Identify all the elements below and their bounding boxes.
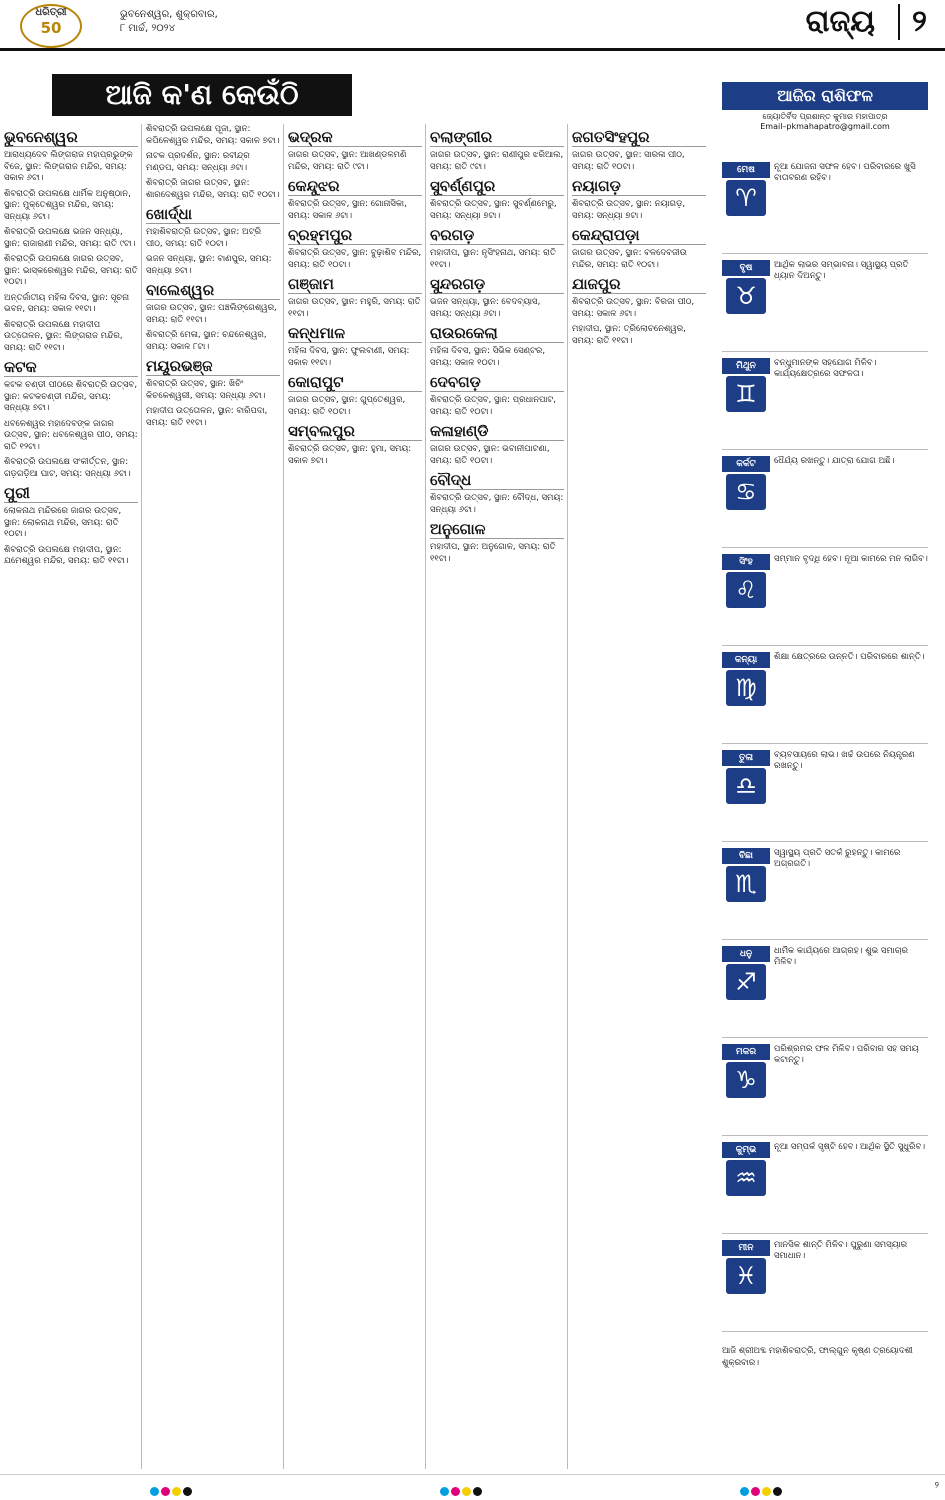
news-column xyxy=(4,124,138,1469)
zodiac-divider xyxy=(722,1135,928,1136)
district-heading: କଳାହାଣ୍ଡି xyxy=(430,422,564,441)
zodiac-name: ବିଛା xyxy=(722,848,770,864)
page-number: ୨ xyxy=(898,4,927,40)
zodiac-prediction: ମାନସିକ ଶାନ୍ତି ମିଳିବ। ପୁରୁଣା ସମସ୍ୟାର ସମାଧାନ। xyxy=(774,1240,908,1261)
zodiac-icon: ♉ xyxy=(726,278,766,314)
zodiac-divider xyxy=(722,743,928,744)
district-heading: ଭୁବନେଶ୍ୱର xyxy=(4,128,138,147)
district-heading: ଦେବଗଡ଼ xyxy=(430,373,564,392)
zodiac-name: ମିଥୁନ xyxy=(722,358,770,374)
event-item: ମହାଦୀପ ଉତ୍ତୋଳନ, ସ୍ଥାନ: ବାରିପଦା, ସମୟ: ରାତି ୧୧ଟା। xyxy=(146,406,268,428)
zodiac-name: ଧନୁ xyxy=(722,946,770,962)
zodiac-divider xyxy=(722,547,928,548)
registration-dots xyxy=(440,1481,484,1491)
zodiac-prediction: ଧାର୍ମିକ କାର୍ଯ୍ୟରେ ଆଗ୍ରହ। ଶୁଭ ସମାଚାର ମିଳିବ। xyxy=(774,946,908,967)
zodiac-icon: ♐ xyxy=(726,964,766,1000)
rashifal-heading: ଆଜିର ରାଶିଫଳ xyxy=(722,82,928,110)
event-item: ଧବଳେଶ୍ୱର ମହାଦେବଙ୍କ ଜାଗର ଉତ୍ସବ, ସ୍ଥାନ: ଧବଳେଶ୍ୱର ପୀଠ, ସମୟ: ରାତି ୧୨ଟା। xyxy=(4,418,138,452)
zodiac-divider xyxy=(722,351,928,352)
zodiac-icon: ♊ xyxy=(726,376,766,412)
district-heading: ଖୋର୍ଦ୍ଧା xyxy=(146,205,280,224)
zodiac-divider xyxy=(722,449,928,450)
event-item: ଜାଗର ଉତ୍ସବ, ସ୍ଥାନ: ମହୁରି, ସମୟ: ରାତି ୧୧ଟା। xyxy=(288,297,421,319)
event-item: ଶିବରାତ୍ରି ଉତ୍ସବ, ସ୍ଥାନ: ହୁମା, ସମୟ: ସକାଳ ୭ଟା। xyxy=(288,444,412,466)
zodiac-block xyxy=(722,456,928,548)
rashifal-byline xyxy=(722,112,928,132)
zodiac-prediction: ନୂଆ ଯୋଜନା ସଫଳ ହେବ। ପରିବାରରେ ଖୁସି ବାତାବରଣ ରହିବ। xyxy=(774,162,916,183)
event-item: ମହାଦୀପ, ସ୍ଥାନ: ଅନୁଗୋଳ, ସମୟ: ରାତି ୧୧ଟା। xyxy=(430,542,556,564)
event-item: ଜାଗର ଉତ୍ସବ, ସ୍ଥାନ: ଗୁପ୍ତେଶ୍ୱର, ସମୟ: ରାତି ୧୦ଟା। xyxy=(288,395,406,417)
zodiac-block xyxy=(722,750,928,842)
logo-number: 50 xyxy=(40,19,62,37)
event-item: ଶିବରାତ୍ରି ଜାଗର ଉତ୍ସବ, ସ୍ଥାନ: ଶାରଦେଶ୍ୱର ମନ୍ଦିର, ସମୟ: ରାତି ୧୦ଟା। xyxy=(146,178,280,200)
zodiac-prediction: ବ୍ୟବସାୟରେ ଲାଭ। ଖର୍ଚ୍ଚ ଉପରେ ନିୟନ୍ତ୍ରଣ ରଖନ୍ତୁ। xyxy=(774,750,915,771)
footer-page-number: ୨ xyxy=(934,1481,939,1491)
event-item: ଶିବରାତ୍ରି ଉତ୍ସବ, ସ୍ଥାନ: ବୌଦ୍ଧ, ସମୟ: ସନ୍ଧ୍ୟା ୬ଟା। xyxy=(430,493,564,515)
district-heading: ସୁବର୍ଣ୍ଣପୁର xyxy=(430,177,564,196)
astrologer-email: Email–pkmahapatro@gmail.com xyxy=(760,122,890,131)
news-column xyxy=(430,124,564,1469)
zodiac-icon: ♏ xyxy=(726,866,766,902)
zodiac-icon: ♓ xyxy=(726,1258,766,1294)
district-heading: କେନ୍ଦୁଝର xyxy=(288,177,422,196)
event-item: ଭଜନ ସନ୍ଧ୍ୟା, ସ୍ଥାନ: ବାଣପୁର, ସମୟ: ସନ୍ଧ୍ୟା ୭ଟା। xyxy=(146,254,272,276)
district-heading: ରାଉରକେଲା xyxy=(430,324,564,343)
registration-dots xyxy=(150,1481,194,1491)
column-divider xyxy=(567,124,568,1469)
zodiac-block xyxy=(722,162,928,254)
zodiac-name: ମେଷ xyxy=(722,162,770,178)
zodiac-divider xyxy=(722,1233,928,1234)
district-heading: ନୟାଗଡ଼ xyxy=(572,177,706,196)
event-item: ମହିଳା ଦିବସ, ସ୍ଥାନ: ସିଭିକ ସେଣ୍ଟର, ସମୟ: ସକାଳ ୧୦ଟା। xyxy=(430,346,546,368)
district-heading: ବରଗଡ଼ xyxy=(430,226,564,245)
zodiac-icon: ♋ xyxy=(726,474,766,510)
district-heading: ବଲାଙ୍ଗୀର xyxy=(430,128,564,147)
event-item: ଶିବରାତ୍ରି ଉପଲକ୍ଷେ ଭଜନ ସନ୍ଧ୍ୟା, ସ୍ଥାନ: ରାଜାରାଣୀ ମନ୍ଦିର, ସମୟ: ରାତି ୯ଟା। xyxy=(4,227,136,249)
event-item: ଭଜନ ସନ୍ଧ୍ୟା, ସ୍ଥାନ: ବେଦବ୍ୟାସ, ସମୟ: ସନ୍ଧ୍ୟା ୬ଟା। xyxy=(430,297,541,319)
district-heading: କୋରାପୁଟ xyxy=(288,373,422,392)
district-heading: ଜଗତସିଂହପୁର xyxy=(572,128,706,147)
dateline xyxy=(120,8,218,36)
event-item: ଶିବରାତ୍ରି ଉତ୍ସବ, ସ୍ଥାନ: ନୟାଗଡ଼, ସମୟ: ସନ୍ଧ୍ୟା ୭ଟା। xyxy=(572,199,686,221)
district-heading: କଟକ xyxy=(4,358,138,377)
date: ୮ ମାର୍ଚ୍ଚ, ୨୦୨୪ xyxy=(120,23,176,34)
zodiac-block xyxy=(722,1240,928,1332)
event-item: ଜାଗର ଉତ୍ସବ, ସ୍ଥାନ: ବଳଦେବଜୀଉ ମନ୍ଦିର, ସମୟ: ରାତି ୧୦ଟା। xyxy=(572,248,687,270)
event-item: ଲୋକନାଥ ମନ୍ଦିରରେ ଜାଗର ଉତ୍ସବ, ସ୍ଥାନ: ଲୋକନାଥ ମନ୍ଦିର, ସମୟ: ରାତି ୧୦ଟା। xyxy=(4,506,122,539)
event-item: ନାଟକ ପ୍ରଦର୍ଶନ, ସ୍ଥାନ: ରବୀନ୍ଦ୍ର ମଣ୍ଡପ, ସମୟ: ସନ୍ଧ୍ୟା ୬ଟା। xyxy=(146,151,250,173)
zodiac-divider xyxy=(722,253,928,254)
zodiac-block xyxy=(722,848,928,940)
panchang: ଆଜି ଶ୍ରୀଅବ୍ଦ ମହାଶିବରାତ୍ରି, ଫାଲ୍‌ଗୁନ କୃଷ୍ଣ ତ୍ରୟୋଦଶୀ ଶୁକ୍ରବାର। xyxy=(722,1346,913,1368)
zodiac-icon: ♍ xyxy=(726,670,766,706)
event-item: ମହାଦୀପ, ସ୍ଥାନ: ନୃସିଂହନାଥ, ସମୟ: ରାତି ୧୧ଟା। xyxy=(430,248,556,270)
district-heading: ପୁରୀ xyxy=(4,484,138,503)
zodiac-icon: ♌ xyxy=(726,572,766,608)
zodiac-divider xyxy=(722,1037,928,1038)
event-item: ଶିବରାତ୍ରି ଉତ୍ସବ, ସ୍ଥାନ: ବୁଢ଼ାଶିବ ମନ୍ଦିର, ସମୟ: ରାତି ୧୦ଟା। xyxy=(288,248,422,270)
zodiac-name: ସିଂହ xyxy=(722,554,770,570)
zodiac-block xyxy=(722,1142,928,1234)
event-item: ଶିବରାତ୍ରି ଉପଲକ୍ଷେ ଜାଗର ଉତ୍ସବ, ସ୍ଥାନ: ଭାସ୍କରେଶ୍ୱର ମନ୍ଦିର, ସମୟ: ରାତି ୧୦ଟା। xyxy=(4,254,138,287)
zodiac-block xyxy=(722,1044,928,1136)
event-item: ଅନ୍ତର୍ଜାତୀୟ ମହିଳା ଦିବସ, ସ୍ଥାନ: ସୂଚନା ଭବନ, ସମୟ: ସକାଳ ୧୧ଟା। xyxy=(4,292,130,314)
zodiac-prediction: ଶିକ୍ଷା କ୍ଷେତ୍ରରେ ଉନ୍ନତି। ପରିବାରରେ ଶାନ୍ତି। xyxy=(774,652,925,662)
district-heading: କେନ୍ଦ୍ରାପଡ଼ା xyxy=(572,226,706,245)
event-item: କଟକ ଚଣ୍ଡୀ ପୀଠରେ ଶିବରାତ୍ରି ଉତ୍ସବ, ସ୍ଥାନ: କଟକଚଣ୍ଡୀ ମନ୍ଦିର, ସମୟ: ସନ୍ଧ୍ୟା ୭ଟା। xyxy=(4,380,138,413)
district-heading: ବାଲେଶ୍ୱର xyxy=(146,281,280,300)
zodiac-name: ତୁଳା xyxy=(722,750,770,766)
event-item: ମହିଳା ଦିବସ, ସ୍ଥାନ: ଫୁଲବାଣୀ, ସମୟ: ସକାଳ ୧୧ଟା। xyxy=(288,346,410,368)
zodiac-block xyxy=(722,554,928,646)
event-item: ଜାଗର ଉତ୍ସବ, ସ୍ଥାନ: ସାରଳା ପୀଠ, ସମୟ: ରାତି ୧୦ଟା। xyxy=(572,150,685,172)
zodiac-prediction: ଧୈର୍ଯ୍ୟ ରଖନ୍ତୁ। ଯାତ୍ରା ଯୋଗ ଅଛି। xyxy=(774,456,895,466)
zodiac-name: ବୃଷ xyxy=(722,260,770,276)
district-heading: କନ୍ଧମାଳ xyxy=(288,324,422,343)
zodiac-icon: ♈ xyxy=(726,180,766,216)
column-divider xyxy=(283,124,284,1469)
event-item: ମହାଶିବରାତ୍ରି ଉତ୍ସବ, ସ୍ଥାନ: ଅଟ୍ରି ପୀଠ, ସମୟ: ରାତି ୧୦ଟା। xyxy=(146,227,262,249)
zodiac-divider xyxy=(722,841,928,842)
event-item: ଶିବରାତ୍ରି ଉପଲକ୍ଷେ ମହାଦୀପ ଉତ୍ତୋଳନ, ସ୍ଥାନ: ଲିଙ୍ଗରାଜ ମନ୍ଦିର, ସମୟ: ରାତି ୧୧ଟା। xyxy=(4,319,123,353)
column-divider xyxy=(425,124,426,1469)
event-item: ଜାଗର ଉତ୍ସବ, ସ୍ଥାନ: ଆଖଣ୍ଡଳମଣି ମନ୍ଦିର, ସମୟ: ରାତି ୯ଟା। xyxy=(288,150,407,172)
zodiac-divider xyxy=(722,645,928,646)
zodiac-prediction: ପରିଶ୍ରମର ଫଳ ମିଳିବ। ପରିବାର ସହ ସମୟ କଟାନ୍ତୁ। xyxy=(774,1044,919,1065)
zodiac-block xyxy=(722,260,928,352)
zodiac-divider xyxy=(722,939,928,940)
event-item: ଜାଗର ଉତ୍ସବ, ସ୍ଥାନ: ଭବାନୀପାଟଣା, ସମୟ: ରାତି ୧୦ଟା। xyxy=(430,444,550,466)
zodiac-prediction: ସ୍ୱାସ୍ଥ୍ୟ ପ୍ରତି ସତର୍କ ରୁହନ୍ତୁ। କାମରେ ଅଗ୍ରଗତି। xyxy=(774,848,901,869)
event-item: ଜାଗର ଉତ୍ସବ, ସ୍ଥାନ: ପଞ୍ଚଲିଙ୍ଗେଶ୍ୱର, ସମୟ: ରାତି ୧୧ଟା। xyxy=(146,303,277,325)
page-header xyxy=(0,0,945,51)
zodiac-name: ମକର xyxy=(722,1044,770,1060)
event-item: ଶିବରାତ୍ରି ଉତ୍ସବ, ସ୍ଥାନ: ବିରଜା ପୀଠ, ସମୟ: ସକାଳ ୬ଟା। xyxy=(572,297,695,319)
event-item: ଶିବରାତ୍ରି ଉତ୍ସବ, ସ୍ଥାନ: ସୁବର୍ଣ୍ଣମେରୁ, ସମୟ: ସନ୍ଧ୍ୟା ୭ଟା। xyxy=(430,199,557,221)
district-heading: ଅନୁଗୋଳ xyxy=(430,520,564,539)
zodiac-name: କୁମ୍ଭ xyxy=(722,1142,770,1158)
dharitri-50-years-logo xyxy=(20,4,82,48)
zodiac-prediction: ନୂଆ ସମ୍ପର୍କ ସୃଷ୍ଟି ହେବ। ଆର୍ଥିକ ସ୍ଥିତି ସୁଧୁରିବ। xyxy=(774,1142,926,1152)
registration-dots xyxy=(740,1481,784,1491)
zodiac-divider xyxy=(722,1331,928,1332)
zodiac-prediction: ସମ୍ମାନ ବୃଦ୍ଧି ହେବ। ନୂଆ କାମରେ ମନ ଲାଗିବ। xyxy=(774,554,928,564)
event-item: ଶିବରାତ୍ରି ମେଳା, ସ୍ଥାନ: ଚନ୍ଦନେଶ୍ୱର, ସମୟ: ସକାଳ ୮ଟା। xyxy=(146,330,267,352)
zodiac-name: ମୀନ xyxy=(722,1240,770,1256)
district-heading: ବ୍ରହ୍ମପୁର xyxy=(288,226,422,245)
event-item: ଶିବରାତ୍ରି ଉତ୍ସବ, ସ୍ଥାନ: ପ୍ରଧାନପାଟ, ସମୟ: ରାତି ୧୦ଟା। xyxy=(430,395,556,417)
zodiac-icon: ♎ xyxy=(726,768,766,804)
zodiac-block xyxy=(722,358,928,450)
district-heading: ମୟୂରଭଞ୍ଜ xyxy=(146,357,280,376)
district-heading: ଭଦ୍ରକ xyxy=(288,128,422,147)
logo-name: ଧରିତ୍ରୀ xyxy=(35,7,67,18)
event-item: ଶିବରାତ୍ରି ଉପଲକ୍ଷେ ମହାଦୀପ, ସ୍ଥାନ: ଯମେଶ୍ୱର ମନ୍ଦିର, ସମୟ: ରାତି ୧୧ଟା। xyxy=(4,544,129,566)
event-item: ଜାଗର ଉତ୍ସବ, ସ୍ଥାନ: ରାଣୀପୁର ଝରିଆଲ, ସମୟ: ରାତି ୯ଟା। xyxy=(430,150,564,172)
zodiac-block xyxy=(722,946,928,1038)
district-heading: ସୁନ୍ଦରଗଡ଼ xyxy=(430,275,564,294)
district-heading: ଯାଜପୁର xyxy=(572,275,706,294)
district-heading: ସମ୍ବଲପୁର xyxy=(288,422,422,441)
event-item: ଶିବରାତ୍ରି ଉପଲକ୍ଷେ ପୂଜା, ସ୍ଥାନ: କପିଳେଶ୍ୱର ମନ୍ଦିର, ସମୟ: ସକାଳ ୭ଟା। xyxy=(146,124,280,146)
zodiac-block xyxy=(722,652,928,744)
news-column xyxy=(572,124,706,1469)
district-heading: ବୌଦ୍ଧ xyxy=(430,471,564,490)
events-banner: ଆଜି କ'ଣ କେଉଁଠି xyxy=(52,74,352,116)
news-column xyxy=(288,124,422,1469)
zodiac-prediction: ବନ୍ଧୁମାନଙ୍କ ସହଯୋଗ ମିଳିବ। କାର୍ଯ୍ୟକ୍ଷେତ୍ରରେ ସଫଳତା। xyxy=(774,358,877,379)
event-item: ଶିବରାତ୍ରି ଉତ୍ସବ, ସ୍ଥାନ: ଗୋନାସିକା, ସମୟ: ସକାଳ ୬ଟା। xyxy=(288,199,407,221)
event-item: ଶିବରାତ୍ରି ଉପଲକ୍ଷେ ସଂକୀର୍ତ୍ତନ, ସ୍ଥାନ: ଗଡ଼ଗଡ଼ିଆ ଘାଟ, ସମୟ: ସନ୍ଧ୍ୟା ୬ଟା। xyxy=(4,457,131,479)
event-item: ମହାଦୀପ, ସ୍ଥାନ: ତ୍ରିଲୋଚନେଶ୍ୱର, ସମୟ: ରାତି ୧୧ଟା। xyxy=(572,324,686,346)
district-heading: ଗଞ୍ଜାମ xyxy=(288,275,422,294)
place-day: ଭୁବନେଶ୍ୱର, ଶୁକ୍ରବାର, xyxy=(120,9,218,20)
page-footer xyxy=(0,1474,945,1498)
news-column xyxy=(146,124,280,1469)
section-title: ରାଜ୍ୟ xyxy=(805,4,875,39)
event-item: ଆରାଧ୍ୟଦେବ ଲିଙ୍ଗରାଜ ମହାପ୍ରଭୁଙ୍କ ବିଜେ, ସ୍ଥାନ: ଲିଙ୍ଗରାଜ ମନ୍ଦିର, ସମୟ: ସକାଳ ୬ଟା। xyxy=(4,150,133,183)
column-divider xyxy=(141,124,142,1469)
zodiac-name: କର୍କଟ xyxy=(722,456,770,472)
zodiac-icon: ♑ xyxy=(726,1062,766,1098)
zodiac-icon: ♒ xyxy=(726,1160,766,1196)
event-item: ଶିବରାତ୍ରି ଉପଲକ୍ଷେ ଧାର୍ମିକ ଅନୁଷ୍ଠାନ, ସ୍ଥାନ: ମୁକ୍ତେଶ୍ୱର ମନ୍ଦିର, ସମୟ: ସନ୍ଧ୍ୟା ୬ଟା। xyxy=(4,188,131,222)
astrologer-name: ଜ୍ୟୋତିର୍ବିଦ ପ୍ରଶାନ୍ତ କୁମାର ମହାପାତ୍ର xyxy=(762,112,888,121)
zodiac-prediction: ଆର୍ଥିକ ଲାଭର ସମ୍ଭାବନା। ସ୍ୱାସ୍ଥ୍ୟ ପ୍ରତି ଧ୍ୟାନ ଦିଅନ୍ତୁ। xyxy=(774,260,909,281)
zodiac-name: କନ୍ୟା xyxy=(722,652,770,668)
event-item: ଶିବରାତ୍ରି ଉତ୍ସବ, ସ୍ଥାନ: ଖିଚିଂ କିଚକେଶ୍ୱରୀ, ସମୟ: ସନ୍ଧ୍ୟା ୬ଟା। xyxy=(146,379,266,401)
